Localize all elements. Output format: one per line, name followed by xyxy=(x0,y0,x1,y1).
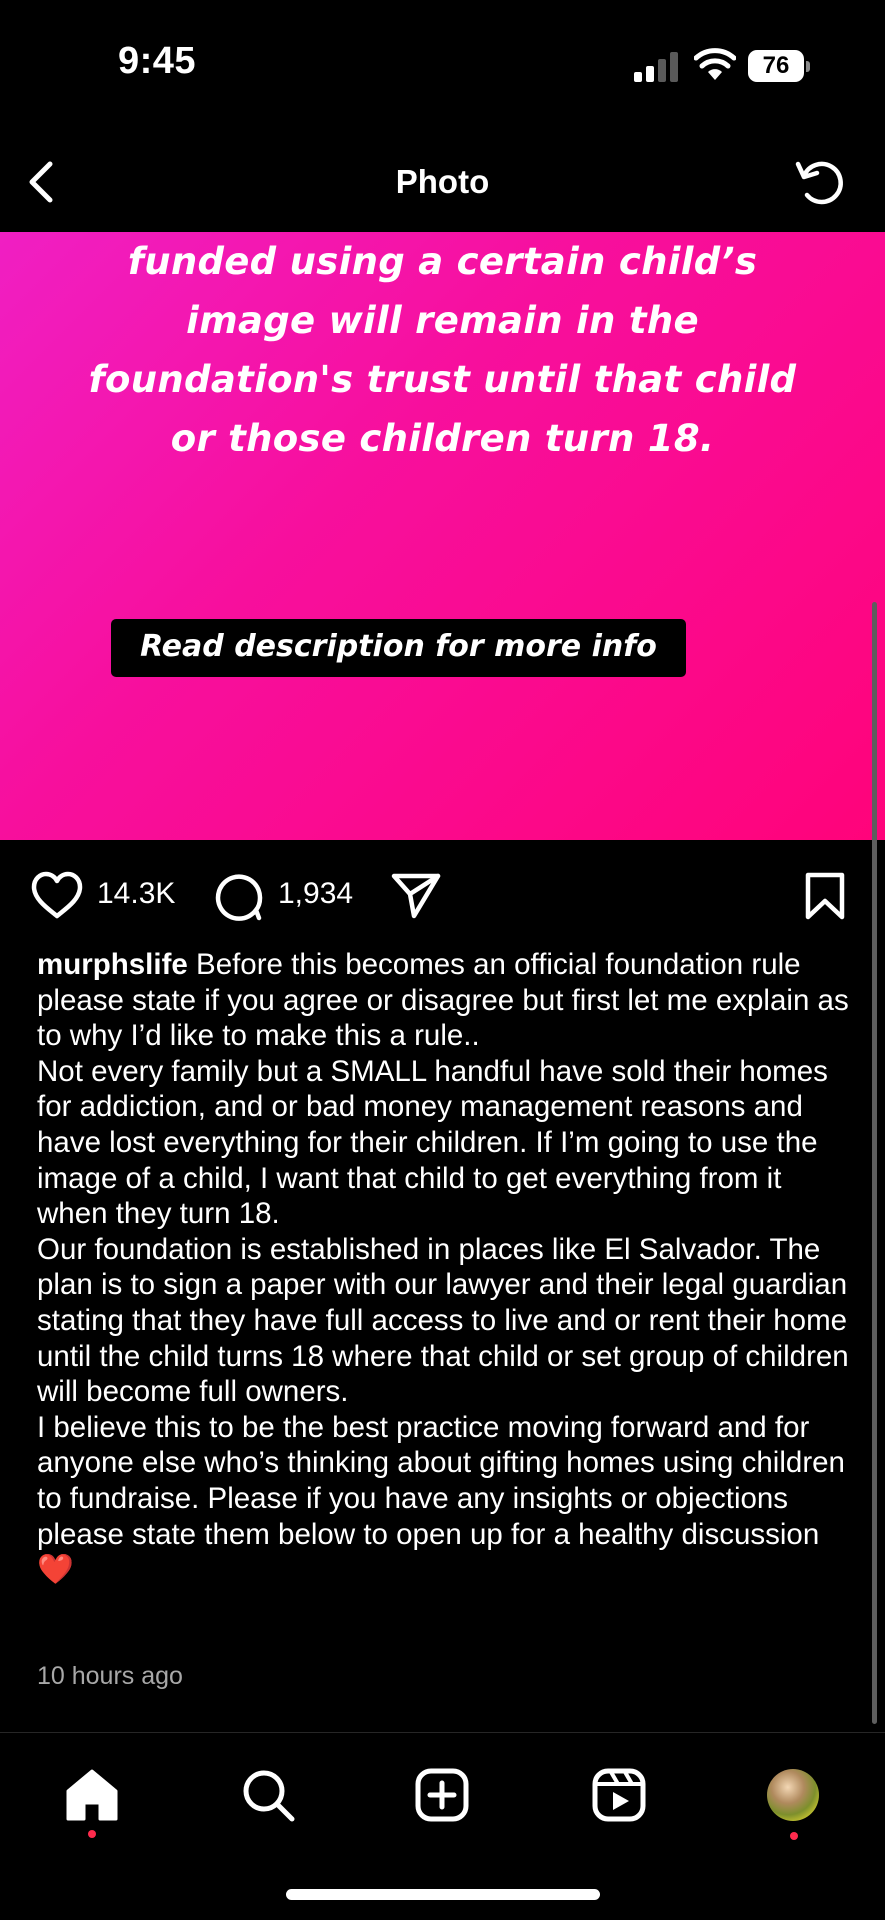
battery-cap xyxy=(806,61,810,72)
status-bar xyxy=(0,0,885,130)
wifi-icon xyxy=(694,48,736,82)
caption-paragraph: Our foundation is established in places like El Salvador. The plan is to sign a paper with our lawyer and their legal guardian stating that they have full access to live and or rent their home until the child turns 18 where that child or set group of children will become full owners. xyxy=(37,1232,849,1409)
nav-header xyxy=(0,130,885,232)
photo-text-line: or those children turn 18. xyxy=(170,417,715,460)
post-caption xyxy=(37,947,855,1588)
refresh-icon[interactable] xyxy=(790,152,850,212)
photo-text-line: funded using a certain child’s xyxy=(127,240,758,283)
post-timestamp: 10 hours ago xyxy=(37,1662,183,1690)
heart-icon[interactable] xyxy=(30,870,84,920)
post-photo[interactable] xyxy=(0,232,885,840)
send-icon[interactable] xyxy=(390,870,442,920)
heart-emoji-icon: ❤️ xyxy=(37,1553,74,1587)
comment-icon[interactable] xyxy=(212,870,264,922)
caption-text: Before this becomes an official foundation rule please state if you agree or disagree but first let me explain as to why I’d like to make this a rule.. xyxy=(37,948,849,1053)
home-notification-dot xyxy=(88,1830,96,1838)
home-indicator xyxy=(286,1889,600,1900)
battery-level: 76 xyxy=(748,50,804,82)
photo-text-line: image will remain in the xyxy=(186,299,699,342)
scrollbar[interactable] xyxy=(872,602,877,1724)
search-icon[interactable] xyxy=(236,1763,300,1827)
post-actions xyxy=(0,855,885,935)
battery-indicator xyxy=(748,50,808,82)
page-title: Photo xyxy=(395,163,490,200)
like-count[interactable]: 14.3K xyxy=(97,877,176,910)
photo-overlay-text xyxy=(40,232,845,468)
status-time: 9:45 xyxy=(118,40,197,82)
caption-paragraph xyxy=(37,947,855,1054)
caption-text: I believe this to be the best practice moving forward and for anyone else who’s thinking about gifting homes using children to fundraise. Please if you have any insights or objections please state them below to open up for a healthy discussion xyxy=(37,1410,845,1551)
home-icon[interactable] xyxy=(60,1763,124,1827)
profile-notification-dot xyxy=(790,1832,798,1840)
caption-paragraph: Not every family but a SMALL handful have sold their homes for addiction, and or bad money management reasons and have lost everything for their children. If I’m going to use the image of a child, I want that child to get everything from it when they turn 18. xyxy=(37,1054,828,1231)
comment-count[interactable]: 1,934 xyxy=(278,877,354,910)
cellular-signal-icon xyxy=(632,52,680,82)
reels-icon[interactable] xyxy=(587,1763,651,1827)
caption-username[interactable]: murphslife xyxy=(37,948,188,981)
caption-paragraph xyxy=(37,1410,855,1588)
profile-avatar[interactable] xyxy=(767,1769,819,1821)
photo-caption-tag: Read description for more info xyxy=(111,619,686,677)
create-post-icon[interactable] xyxy=(410,1763,474,1827)
bookmark-icon[interactable] xyxy=(802,871,848,921)
photo-text-line: foundation's trust until that child xyxy=(88,358,797,401)
